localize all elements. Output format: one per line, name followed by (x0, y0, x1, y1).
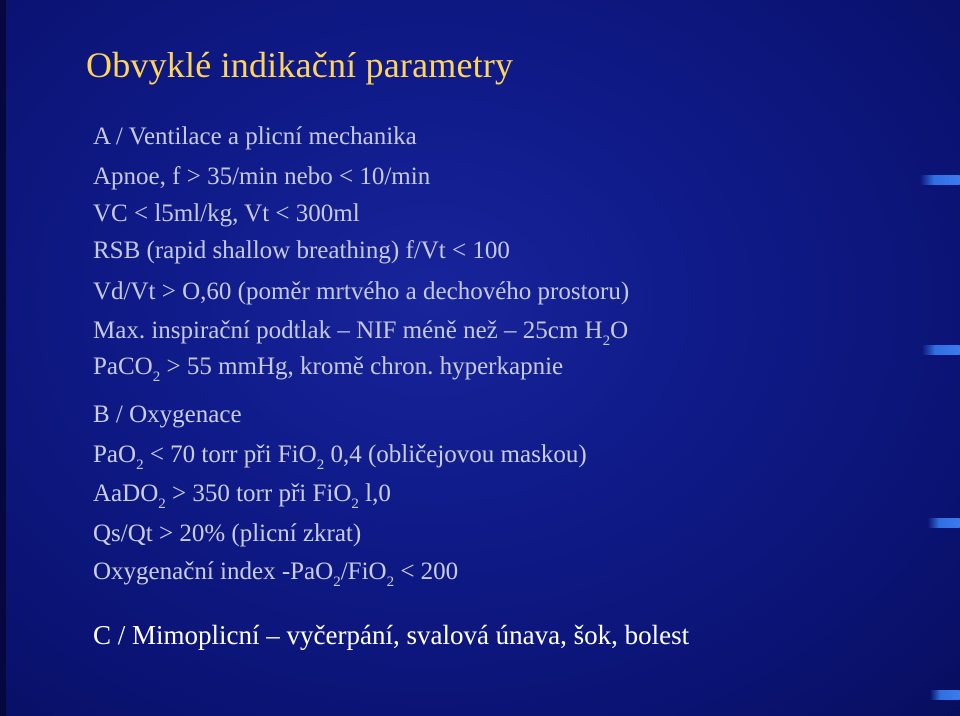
aado2-line (93, 479, 391, 512)
oxy-prefix: Oxygenační index -PaO (93, 558, 334, 585)
section-b-heading: B / Oxygenace (93, 401, 242, 428)
decorative-bar (922, 345, 960, 355)
qsqt-line: Qs/Qt > 20% (plicní zkrat) (93, 520, 362, 547)
pao2-tail: 0,4 (obličejovou maskou) (324, 441, 587, 468)
pao2-mid: < 70 torr při FiO (143, 441, 317, 468)
paco2-prefix: PaCO (93, 353, 153, 380)
oxy-mid: /FiO (340, 558, 387, 585)
vd-vt-line: Vd/Vt > O,60 (poměr mrtvého a dechového prostoru) (93, 278, 630, 305)
pao2-line (93, 440, 587, 473)
paco2-subscript: 2 (152, 369, 161, 385)
slide-left-border (0, 0, 6, 716)
oxy-fio2-subscript: 2 (386, 574, 395, 590)
slide-title: Obvyklé indikační parametry (86, 45, 514, 85)
oxy-subscript: 2 (333, 574, 341, 590)
decorative-bar (928, 518, 960, 528)
section-c-line: C / Mimoplicní – vyčerpání, svalová únava, šok, bolest (93, 620, 690, 650)
nif-line (93, 316, 629, 349)
paco2-tail: > 55 mmHg, kromě chron. hyperkapnie (160, 353, 564, 380)
nif-tail: O (610, 317, 629, 344)
pao2-fio2-subscript: 2 (316, 457, 325, 473)
aado2-subscript: 2 (158, 496, 166, 512)
aado2-tail: l,0 (358, 480, 391, 507)
vc-vt-line: VC < l5ml/kg, Vt < 300ml (93, 200, 360, 227)
decorative-bar (930, 690, 960, 700)
pao2-subscript: 2 (136, 457, 144, 473)
aado2-mid: > 350 torr při FiO (165, 480, 352, 507)
decorative-bar (920, 175, 960, 185)
apnoe-line: Apnoe, f > 35/min nebo < 10/min (93, 163, 431, 190)
oxy-tail: < 200 (394, 558, 459, 585)
pao2-prefix: PaO (93, 441, 137, 468)
nif-text: Max. inspirační podtlak – NIF méně než – 25cm H (93, 317, 603, 344)
section-a-heading: A / Ventilace a plicní mechanika (93, 123, 417, 150)
paco2-line (93, 352, 564, 385)
aado2-fio2-subscript: 2 (351, 496, 359, 512)
rsb-line: RSB (rapid shallow breathing) f/Vt < 100 (93, 237, 510, 264)
nif-subscript: 2 (602, 333, 611, 349)
aado2-prefix: AaDO (93, 480, 159, 507)
oxygenation-index-line (93, 557, 459, 590)
